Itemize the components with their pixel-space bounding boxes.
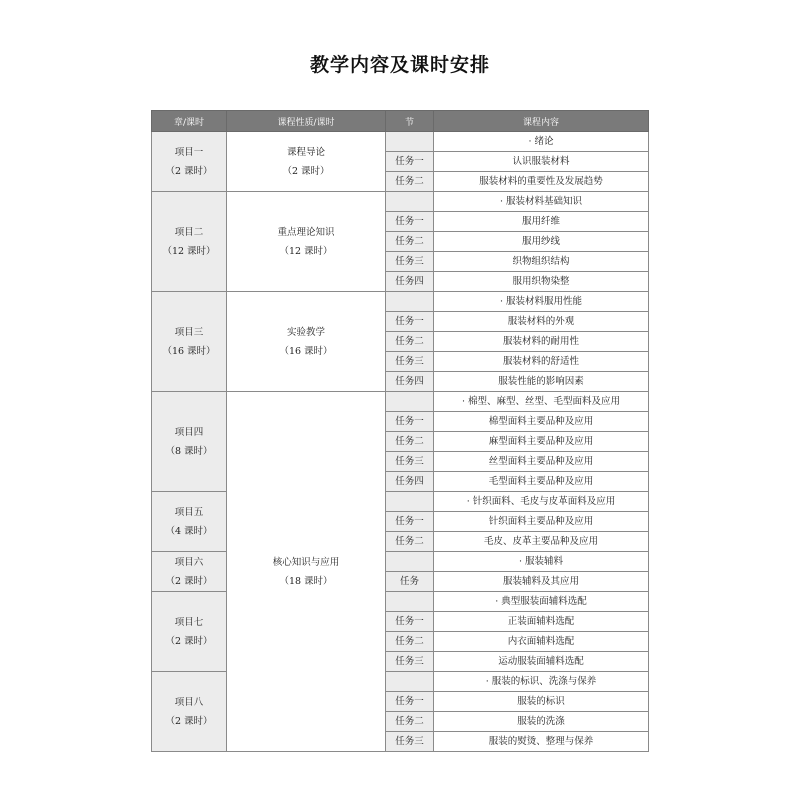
section-cell: 任务二 [386, 332, 434, 352]
syllabus-table [151, 110, 649, 752]
section-cell: 任务四 [386, 272, 434, 292]
content-cell: 服装材料的重要性及发展趋势 [434, 172, 649, 192]
section-cell: 任务二 [386, 532, 434, 552]
content-cell: · 针织面料、毛皮与皮革面料及应用 [434, 492, 649, 512]
project-name: 项目二 [174, 226, 204, 238]
section-cell: 任务 [386, 572, 434, 592]
section-cell: 任务三 [386, 352, 434, 372]
content-cell: 织物组织结构 [434, 252, 649, 272]
content-cell: · 绪论 [434, 132, 649, 152]
project-cell [152, 292, 227, 392]
content-cell: 服装性能的影响因素 [434, 372, 649, 392]
project-name: 项目五 [174, 506, 204, 518]
content-cell: 服用纤维 [434, 212, 649, 232]
content-cell: 服装的熨烫、整理与保养 [434, 732, 649, 752]
content-cell: 麻型面料主要品种及应用 [434, 432, 649, 452]
section-cell: 任务三 [386, 652, 434, 672]
nature-hours: （16 课时） [279, 345, 333, 357]
project-name: 项目八 [174, 696, 204, 708]
project-name: 项目六 [174, 556, 204, 568]
section-cell: 任务一 [386, 692, 434, 712]
content-cell: · 典型服装面辅料选配 [434, 592, 649, 612]
page-title: 教学内容及课时安排 [309, 54, 490, 76]
content-cell: 服装的洗涤 [434, 712, 649, 732]
header-chapter: 章/课时 [152, 111, 227, 132]
content-cell: 棉型面料主要品种及应用 [434, 412, 649, 432]
table-row [152, 552, 649, 572]
project-hours: （2 课时） [165, 715, 213, 727]
section-cell: 任务三 [386, 452, 434, 472]
project-cell [152, 132, 227, 192]
nature-hours: （18 课时） [279, 575, 333, 587]
section-cell: 任务一 [386, 612, 434, 632]
section-cell: 任务一 [386, 312, 434, 332]
content-cell: 服用织物染整 [434, 272, 649, 292]
content-cell: · 服装的标识、洗涤与保养 [434, 672, 649, 692]
table-row [152, 592, 649, 612]
section-cell [386, 392, 434, 412]
section-cell: 任务二 [386, 172, 434, 192]
table-row [152, 292, 649, 312]
section-cell: 任务一 [386, 212, 434, 232]
project-name: 项目四 [174, 426, 204, 438]
section-cell: 任务二 [386, 712, 434, 732]
section-cell: 任务一 [386, 512, 434, 532]
content-cell: 毛皮、皮革主要品种及应用 [434, 532, 649, 552]
table-row [152, 192, 649, 212]
section-cell: 任务二 [386, 632, 434, 652]
section-cell [386, 492, 434, 512]
project-cell [152, 552, 227, 592]
section-cell: 任务三 [386, 732, 434, 752]
project-hours: （16 课时） [162, 345, 216, 357]
table-header-row [152, 111, 649, 132]
content-cell: 服装材料的外观 [434, 312, 649, 332]
content-cell: 服装的标识 [434, 692, 649, 712]
project-hours: （2 课时） [165, 165, 213, 177]
table-row [152, 132, 649, 152]
section-cell [386, 192, 434, 212]
content-cell: 服装辅料及其应用 [434, 572, 649, 592]
section-cell [386, 672, 434, 692]
nature-name: 课程导论 [286, 146, 325, 158]
content-cell: 服用纱线 [434, 232, 649, 252]
project-cell [152, 192, 227, 292]
content-cell: 认识服装材料 [434, 152, 649, 172]
content-cell: · 服装材料服用性能 [434, 292, 649, 312]
section-cell: 任务四 [386, 472, 434, 492]
project-cell [152, 392, 227, 492]
nature-cell [227, 392, 386, 752]
project-hours: （12 课时） [162, 245, 216, 257]
content-cell: · 服装材料基础知识 [434, 192, 649, 212]
nature-cell [227, 192, 386, 292]
nature-cell [227, 132, 386, 192]
content-cell: 服装材料的耐用性 [434, 332, 649, 352]
project-cell [152, 492, 227, 552]
section-cell: 任务一 [386, 152, 434, 172]
section-cell [386, 292, 434, 312]
project-hours: （8 课时） [165, 445, 213, 457]
header-nature: 课程性质/课时 [227, 111, 386, 132]
content-cell: 内衣面辅料选配 [434, 632, 649, 652]
section-cell: 任务二 [386, 432, 434, 452]
content-cell: 毛型面料主要品种及应用 [434, 472, 649, 492]
section-cell: 任务一 [386, 412, 434, 432]
project-hours: （2 课时） [165, 635, 213, 647]
content-cell: 服装材料的舒适性 [434, 352, 649, 372]
project-name: 项目七 [174, 616, 204, 628]
content-cell: · 棉型、麻型、丝型、毛型面料及应用 [434, 392, 649, 412]
project-cell [152, 672, 227, 752]
content-cell: 针织面料主要品种及应用 [434, 512, 649, 532]
section-cell [386, 552, 434, 572]
nature-name: 重点理论知识 [277, 226, 335, 238]
section-cell: 任务四 [386, 372, 434, 392]
header-content: 课程内容 [434, 111, 649, 132]
nature-hours: （12 课时） [279, 245, 333, 257]
section-cell: 任务二 [386, 232, 434, 252]
project-name: 项目三 [174, 326, 204, 338]
header-section: 节 [386, 111, 434, 132]
project-hours: （4 课时） [165, 525, 213, 537]
nature-hours: （2 课时） [282, 165, 330, 177]
table-row [152, 672, 649, 692]
content-cell: 运动服装面辅料选配 [434, 652, 649, 672]
table-row [152, 392, 649, 412]
section-cell: 任务三 [386, 252, 434, 272]
content-cell: 丝型面料主要品种及应用 [434, 452, 649, 472]
table-row [152, 492, 649, 512]
section-cell [386, 592, 434, 612]
content-cell: · 服装辅料 [434, 552, 649, 572]
project-cell [152, 592, 227, 672]
project-hours: （2 课时） [165, 575, 213, 587]
nature-name: 实验教学 [286, 326, 325, 338]
nature-name: 核心知识与应用 [272, 556, 340, 568]
section-cell [386, 132, 434, 152]
project-name: 项目一 [174, 146, 204, 158]
content-cell: 正装面辅料选配 [434, 612, 649, 632]
nature-cell [227, 292, 386, 392]
